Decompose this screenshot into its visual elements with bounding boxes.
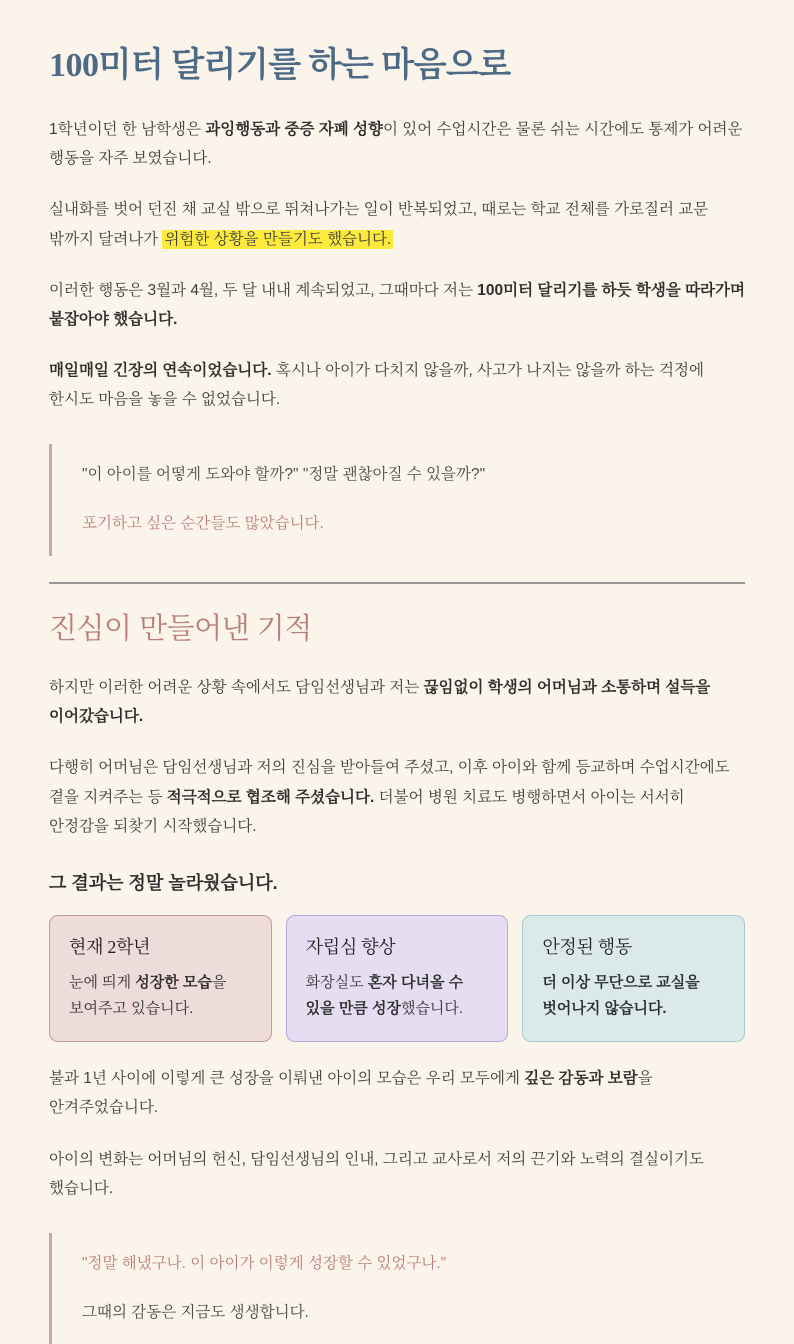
tension-paragraph [49, 356, 745, 414]
card-title: 현재 2학년 [69, 936, 151, 957]
section-title: 진심이 만들어낸 기적 [49, 612, 312, 645]
text-run: 했습니다. [400, 1000, 464, 1018]
card-body [306, 970, 489, 1023]
bold-text: 적극적으로 협조해 주셨습니다. [166, 788, 375, 806]
bold-text: 끊임없이 학생의 어머님과 소통하며 설득을 이어갔습니다. [49, 679, 711, 726]
bold-text: 100미터 달리기를 하듯 학생을 따라가며 붙잡아야 했습니다. [49, 281, 745, 328]
card-body [69, 970, 252, 1023]
text-run: 불과 1년 사이에 이렇게 큰 성장을 이뤄낸 아이의 모습은 우리 모두에게 [49, 1070, 525, 1088]
card-title: 안정된 행동 [542, 936, 632, 957]
highlighted-text: 위험한 상황을 만들기도 했습니다. [164, 230, 392, 248]
quote-block-doubt [49, 444, 745, 555]
text-run: 실내화를 벗어 던진 채 교실 밖으로 뛰쳐나가는 일이 반복되었고, 때로는 학교 전체를 가로질러 교문 밖까지 달려나가 [49, 201, 709, 248]
text-run: 을 안겨주었습니다. [49, 1070, 653, 1117]
bold-text: 성장한 모습 [135, 973, 212, 991]
text-run: 화장실도 [305, 973, 368, 991]
card-title: 자립심 향상 [305, 936, 396, 957]
result-card-behavior [522, 915, 745, 1043]
chase-paragraph [49, 276, 745, 334]
text-run: 을 보여주고 있습니다. [69, 973, 227, 1018]
text-run: 혹시나 아이가 다치지 않을까, 사고가 나지는 않을까 하는 걱정에 한시도 마음을 놓을 수 없었습니다. [49, 361, 704, 409]
card-body [542, 970, 725, 1023]
text-run: 1학년이던 한 남학생은 [49, 121, 206, 139]
intro-paragraph [49, 115, 745, 173]
bold-text: 더 이상 무단으로 교실을 벗어나지 않습니다. [542, 973, 700, 1018]
page-title: 100미터 달리기를 하는 마음으로 [49, 47, 511, 84]
quote-block-joy [49, 1233, 745, 1344]
cooperation-paragraph [49, 753, 745, 840]
result-card-grade [49, 915, 272, 1043]
bold-text: 과잉행동과 중증 자폐 성향 [205, 121, 383, 139]
text-run: 이 있어 수업시간은 물론 쉬는 시간에도 통제가 어려운 행동을 자주 보였습니다. [49, 121, 743, 168]
quote-line: "정말 해냈구나. 이 아이가 이렇게 성장할 수 있었구나." [82, 1254, 447, 1272]
section-divider [49, 582, 745, 584]
text-run: 이러한 행동은 3월과 4월, 두 달 내내 계속되었고, 그때마다 저는 [49, 281, 478, 299]
quote-line: "이 아이를 어떻게 도와야 할까?" "정말 괜찮아질 수 있을까?" [82, 466, 486, 484]
incident-paragraph [49, 195, 745, 253]
result-lead: 그 결과는 정말 놀라웠습니다. [49, 872, 278, 893]
quote-line: 그때의 감동은 지금도 생생합니다. [82, 1303, 309, 1321]
text-run: 더불어 병원 치료도 병행하면서 아이는 서서히 안정감을 되찾기 시작했습니다. [49, 788, 685, 835]
text-run: 눈에 띄게 [69, 973, 136, 991]
quote-line: 포기하고 싶은 순간들도 많았습니다. [82, 514, 324, 532]
bold-text: 깊은 감동과 보람 [524, 1070, 638, 1088]
result-cards-row [49, 915, 745, 1043]
text-run: 하지만 이러한 어려운 상황 속에서도 담임선생님과 저는 [49, 679, 424, 697]
bold-text: 혼자 다녀올 수 있을 만큼 성장 [305, 973, 464, 1018]
result-card-independence [286, 915, 509, 1043]
bold-text: 매일매일 긴장의 연속이었습니다. [49, 361, 272, 379]
persistence-paragraph [49, 673, 745, 731]
text-run: 다행히 어머님은 담임선생님과 저의 진심을 받아들여 주셨고, 이후 아이와 함께 등교하며 수업시간에도 곁을 지켜주는 등 [49, 759, 730, 806]
credit-paragraph: 아이의 변화는 어머님의 헌신, 담임선생님의 인내, 그리고 교사로서 저의 끈기와 노력의 결실이기도 했습니다. [49, 1150, 704, 1197]
growth-paragraph [49, 1064, 745, 1122]
